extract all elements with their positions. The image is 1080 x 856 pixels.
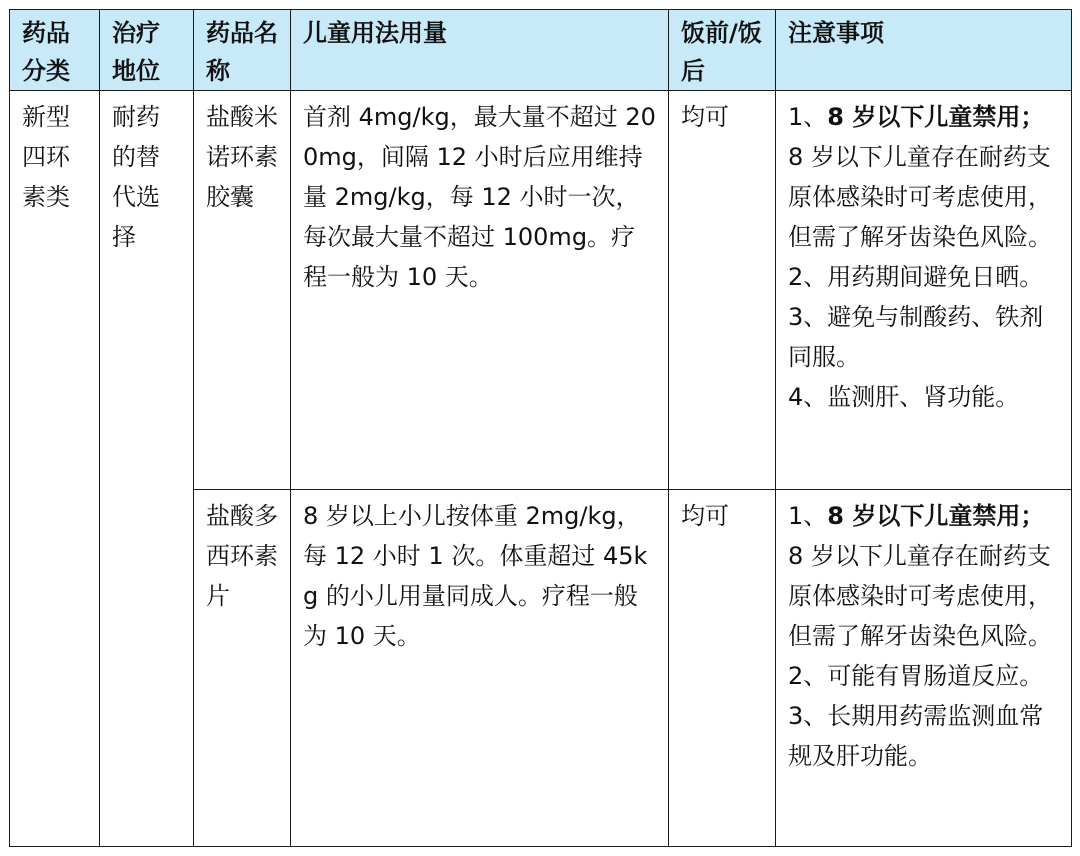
note-line: 4、监测肝、肾功能。 — [788, 383, 1020, 411]
note-prefix: 1、 — [788, 103, 828, 131]
drug-table-document — [9, 9, 1072, 847]
notes-cell — [776, 490, 1072, 847]
role-cell: 耐药的替代选择 — [100, 91, 194, 847]
contraindication-note: 8 岁以下儿童禁用； — [827, 502, 1045, 530]
header-drug-name: 药品名称 — [194, 10, 291, 91]
timing-cell: 均可 — [669, 91, 776, 490]
header-timing: 饭前/饭后 — [669, 10, 776, 91]
header-role: 治疗地位 — [100, 10, 194, 91]
note-line: 2、用药期间避免日晒。 — [788, 263, 1044, 291]
note-line — [788, 496, 1065, 536]
dosage-cell: 8 岁以上小儿按体重 2mg/kg，每 12 小时 1 次。体重超过 45kg 的小儿用量同成人。疗程一般为 10 天。 — [291, 490, 669, 847]
drug-name-cell: 盐酸多西环素片 — [194, 490, 291, 847]
contraindication-note: 8 岁以下儿童禁用； — [827, 103, 1045, 131]
note-line: 8 岁以下儿童存在耐药支原体感染时可考虑使用，但需了解牙齿染色风险。 — [788, 143, 1052, 251]
drug-table — [9, 9, 1072, 847]
note-prefix: 1、 — [788, 502, 828, 530]
category-cell: 新型四环素类 — [10, 91, 100, 847]
header-category: 药品分类 — [10, 10, 100, 91]
note-line: 3、长期用药需监测血常规及肝功能。 — [788, 702, 1044, 770]
notes-cell — [776, 91, 1072, 490]
note-line — [788, 97, 1065, 137]
dosage-cell: 首剂 4mg/kg，最大量不超过 200mg，间隔 12 小时后应用维持量 2mg/kg，每 12 小时一次，每次最大量不超过 100mg。疗程一般为 10 天。 — [291, 91, 669, 490]
timing-cell: 均可 — [669, 490, 776, 847]
note-line: 3、避免与制酸药、铁剂同服。 — [788, 303, 1044, 371]
header-notes: 注意事项 — [776, 10, 1072, 91]
header-dosage: 儿童用法用量 — [291, 10, 669, 91]
drug-name-cell: 盐酸米诺环素胶囊 — [194, 91, 291, 490]
note-line: 8 岁以下儿童存在耐药支原体感染时可考虑使用，但需了解牙齿染色风险。 — [788, 542, 1052, 650]
note-line: 2、可能有胃肠道反应。 — [788, 662, 1044, 690]
table-header-row — [10, 10, 1072, 91]
table-row — [10, 91, 1072, 490]
